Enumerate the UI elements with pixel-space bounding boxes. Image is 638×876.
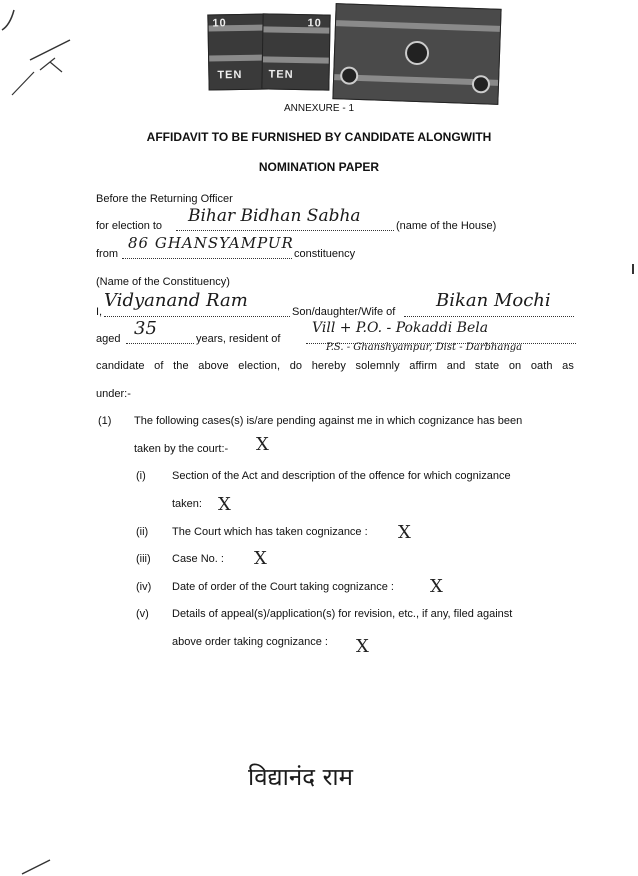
item-ii-text: The Court which has taken cognizance :: [172, 526, 368, 538]
item-v-text-line2: above order taking cognizance :: [172, 636, 328, 648]
margin-scribble-bottomleft: [20, 858, 60, 876]
item-ii-cross-mark: X: [398, 522, 411, 543]
item-iii-number: (iii): [136, 553, 151, 565]
candidate-signature: विद्यानंद राम: [248, 763, 353, 791]
for-election-label: for election to: [96, 220, 163, 232]
affidavit-title: AFFIDAVIT TO BE FURNISHED BY CANDIDATE ALONGWITH: [146, 130, 492, 144]
annexure-label: ANNEXURE - 1: [283, 103, 354, 114]
address-line2-value: P.S. - Ghanshyampur, Dist - Darbhanga: [326, 342, 523, 353]
section1-cross-mark: X: [256, 434, 269, 455]
court-fee-stamp-2: [261, 13, 330, 90]
constituency-label: constituency: [294, 248, 356, 260]
aged-label: aged: [96, 333, 121, 345]
item-iv-number: (iv): [136, 581, 152, 593]
margin-scribble-topleft: [0, 0, 90, 110]
house-value: Bihar Bidhan Sabha: [188, 206, 361, 226]
stamp-emblem-icon: [405, 41, 430, 66]
age-value: 35: [134, 318, 157, 339]
item-ii-number: (ii): [136, 526, 149, 538]
address-value: Vill + P.O. - Pokaddi Bela: [312, 320, 489, 336]
item-i-text-line1: Section of the Act and description of the offence for which cognizance: [172, 470, 511, 482]
stamp1-word: TEN: [217, 68, 243, 82]
relation-label: Son/daughter/Wife of: [292, 306, 396, 318]
stamp-corner-icon-left: [340, 66, 359, 85]
court-fee-stamp-1: [207, 13, 268, 90]
item-iii-text: Case No. :: [172, 553, 224, 565]
years-resident-label: years, resident of: [196, 333, 281, 345]
item-iii-cross-mark: X: [254, 548, 267, 569]
affidavit-subtitle: NOMINATION PAPER: [258, 160, 380, 174]
parent-name-value: Bikan Mochi: [436, 290, 551, 311]
section1-text-line1: The following cases(s) is/are pending against me in which cognizance has been: [134, 415, 523, 427]
section1-number: (1): [98, 415, 112, 427]
from-label: from: [96, 248, 118, 260]
item-v-cross-mark: X: [356, 636, 369, 657]
item-i-text-line2: taken:: [172, 498, 202, 510]
candidate-name-value: Vidyanand Ram: [104, 290, 248, 311]
stamp1-value: 10: [212, 17, 227, 30]
before-returning-officer: Before the Returning Officer: [96, 193, 233, 205]
i-label: I,: [96, 306, 103, 318]
item-v-number: (v): [136, 608, 149, 620]
section1-text-line2: taken by the court:-: [134, 443, 229, 455]
court-fee-stamp-3: [332, 3, 501, 105]
stamp2-value: 10: [307, 17, 322, 30]
name-of-house-label: (name of the House): [396, 220, 497, 232]
item-i-number: (i): [136, 470, 146, 482]
item-iv-text: Date of order of the Court taking cognizance :: [172, 581, 394, 593]
item-v-text-line1: Details of appeal(s)/application(s) for revision, etc., if any, filed against: [172, 608, 513, 620]
under-label: under:-: [96, 388, 131, 400]
item-i-cross-mark: X: [218, 494, 231, 515]
name-of-constituency-label: (Name of the Constituency): [96, 276, 230, 288]
candidate-declaration-line: candidate of the above election, do hereby solemnly affirm and state on oath as: [96, 360, 574, 372]
stamp2-word: TEN: [268, 68, 294, 81]
stamp-corner-icon-right: [472, 75, 491, 94]
constituency-value: 86 GHANSYAMPUR: [128, 234, 294, 252]
item-iv-cross-mark: X: [430, 576, 443, 597]
margin-mark-right: [630, 262, 638, 276]
